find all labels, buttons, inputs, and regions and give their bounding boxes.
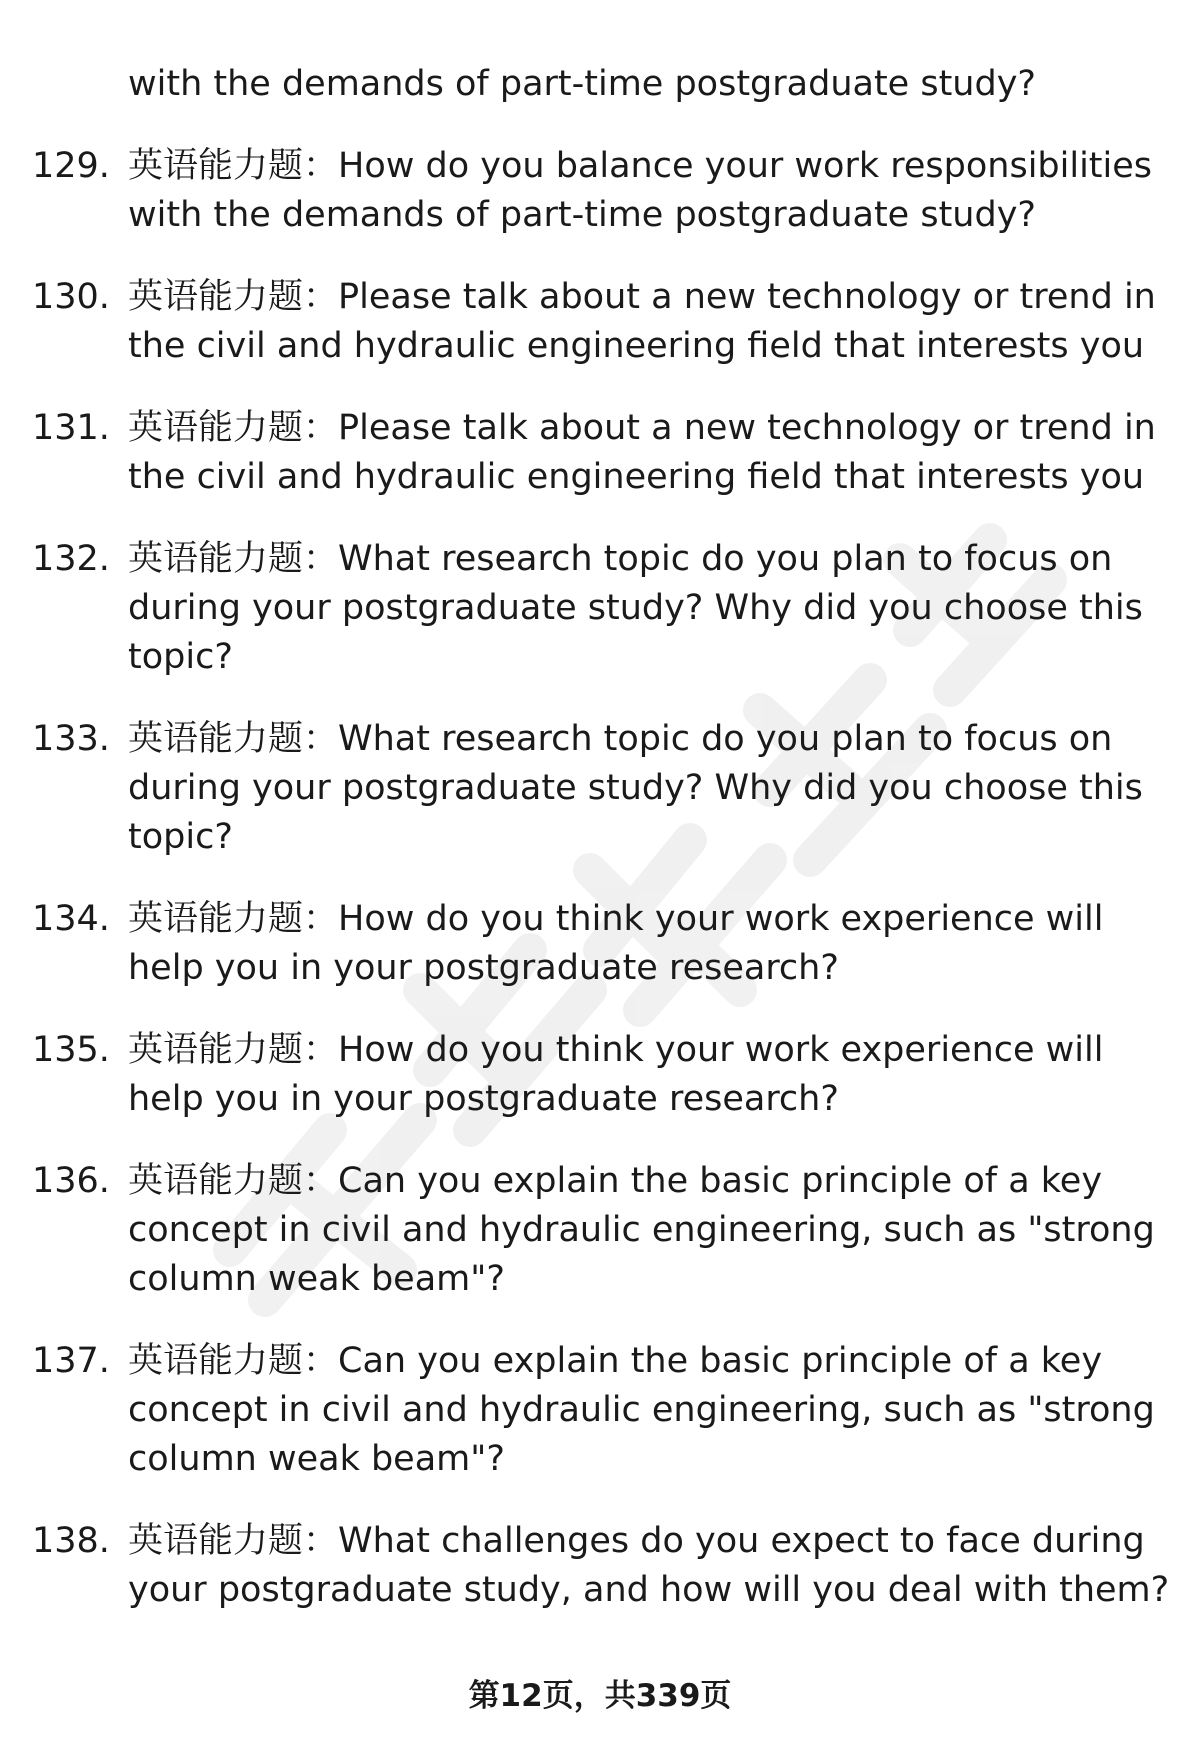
question-number: 131. — [32, 408, 110, 448]
question-item — [0, 142, 1200, 240]
question-category-label: 英语能力题： — [128, 539, 339, 579]
question-number: 133. — [32, 719, 110, 759]
question-text: What research topic do you plan to focus on during your postgraduate study? Why did you choose this topic? — [128, 539, 1143, 677]
question-item — [0, 1157, 1200, 1304]
question-item — [0, 1026, 1200, 1124]
question-item — [0, 404, 1200, 502]
question-text: Please talk about a new technology or trend in the civil and hydraulic engineering field that interests you — [128, 408, 1156, 497]
continuation-text: with the demands of part-time postgraduate study? — [128, 64, 1036, 104]
question-number: 138. — [32, 1521, 110, 1561]
question-item — [0, 1337, 1200, 1484]
question-item — [0, 1517, 1200, 1615]
question-category-label: 英语能力题： — [128, 146, 339, 186]
question-category-label: 英语能力题： — [128, 408, 339, 448]
question-item — [0, 535, 1200, 682]
question-number: 135. — [32, 1030, 110, 1070]
question-text: Please talk about a new technology or trend in the civil and hydraulic engineering field that interests you — [128, 277, 1156, 366]
question-category-label: 英语能力题： — [128, 1341, 339, 1381]
question-category-label: 英语能力题： — [128, 899, 339, 939]
question-text: What challenges do you expect to face during your postgraduate study, and how will you deal with them? — [128, 1521, 1170, 1610]
question-category-label: 英语能力题： — [128, 277, 339, 317]
question-item — [0, 273, 1200, 371]
question-list — [0, 142, 1200, 1648]
question-text: Can you explain the basic principle of a key concept in civil and hydraulic engineering, such as "strong column weak beam"? — [128, 1161, 1155, 1299]
question-number: 134. — [32, 899, 110, 939]
question-text: How do you balance your work responsibilities with the demands of part-time postgraduate study? — [128, 146, 1153, 235]
question-text: Can you explain the basic principle of a key concept in civil and hydraulic engineering, such as "strong column weak beam"? — [128, 1341, 1155, 1479]
question-number: 130. — [32, 277, 110, 317]
question-category-label: 英语能力题： — [128, 719, 339, 759]
page-number-footer: 第12页，共339页 — [468, 1678, 732, 1714]
question-text: What research topic do you plan to focus on during your postgraduate study? Why did you choose this topic? — [128, 719, 1143, 857]
question-number: 132. — [32, 539, 110, 579]
question-item — [0, 715, 1200, 862]
question-text: How do you think your work experience will help you in your postgraduate research? — [128, 899, 1104, 988]
question-category-label: 英语能力题： — [128, 1161, 339, 1201]
question-number: 137. — [32, 1341, 110, 1381]
question-number: 129. — [32, 146, 110, 186]
question-category-label: 英语能力题： — [128, 1521, 339, 1561]
question-item — [0, 895, 1200, 993]
question-category-label: 英语能力题： — [128, 1030, 339, 1070]
question-number: 136. — [32, 1161, 110, 1201]
question-text: How do you think your work experience will help you in your postgraduate research? — [128, 1030, 1104, 1119]
